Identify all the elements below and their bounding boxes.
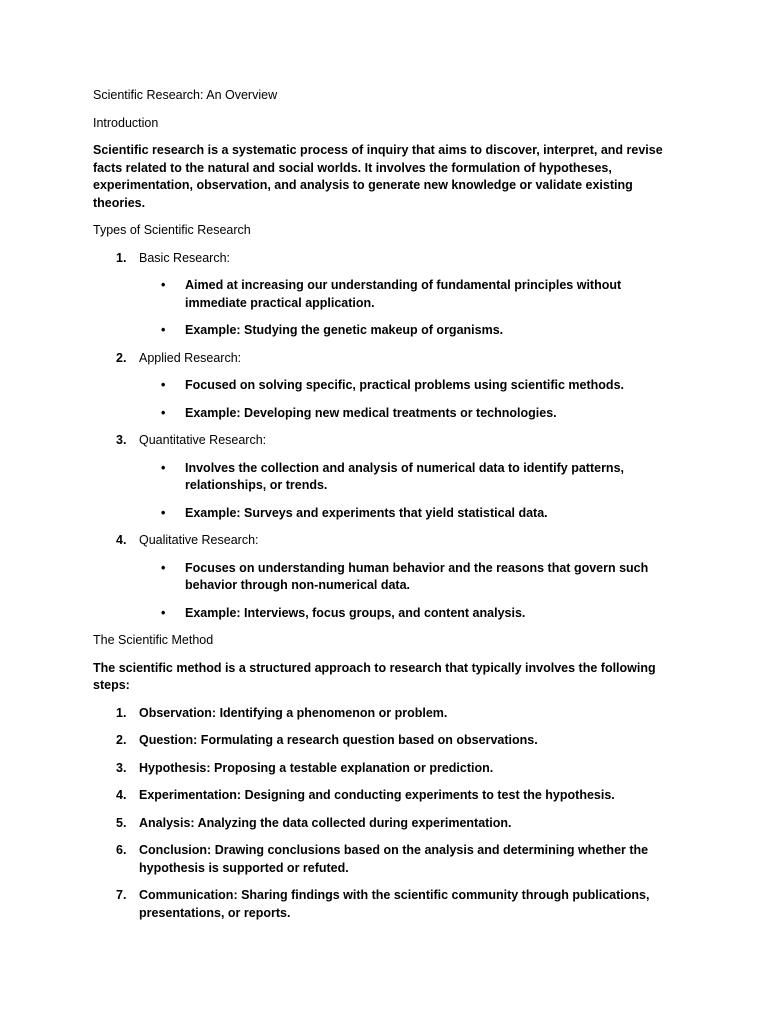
list-number: 2.	[116, 350, 127, 365]
list-number: 4.	[116, 533, 127, 547]
bullet-list	[139, 460, 663, 523]
intro-heading: Introduction	[93, 115, 159, 130]
bullet-item	[139, 605, 663, 623]
bullet-list	[139, 560, 663, 623]
method-step-text: Communication: Sharing findings with the scientific community through publications, presentations, or reports.	[139, 888, 650, 920]
list-number: 4.	[116, 788, 127, 802]
bullet-text: Example: Surveys and experiments that yield statistical data.	[185, 505, 548, 520]
list-number: 1.	[116, 250, 127, 265]
bullet-item	[139, 505, 663, 523]
list-number: 3.	[116, 760, 127, 775]
document-title: Scientific Research: An Overview	[93, 88, 278, 102]
method-step-item	[93, 705, 663, 723]
research-type-label: Applied Research:	[139, 350, 242, 365]
bullet-item	[139, 377, 663, 395]
bullet-text: Example: Interviews, focus groups, and content analysis.	[185, 605, 526, 620]
method-step-item	[93, 815, 663, 833]
research-type-item	[93, 350, 663, 423]
bullet-text: Involves the collection and analysis of numerical data to identify patterns, relationships, or trends.	[185, 460, 624, 492]
bullet-icon: •	[161, 323, 166, 337]
bullet-icon: •	[161, 605, 166, 620]
method-step-text: Hypothesis: Proposing a testable explanation or prediction.	[139, 760, 494, 775]
bullet-item	[139, 560, 663, 595]
bullet-text: Focused on solving specific, practical problems using scientific methods.	[185, 378, 624, 392]
research-type-label: Quantitative Research:	[139, 433, 267, 447]
method-heading: The Scientific Method	[93, 633, 214, 647]
research-type-item	[93, 532, 663, 622]
bullet-text: Focuses on understanding human behavior and the reasons that govern such behavior through non-numerical data.	[185, 560, 649, 592]
bullet-text: Example: Developing new medical treatments or technologies.	[185, 405, 557, 420]
bullet-item	[139, 322, 663, 340]
method-step-item	[93, 787, 663, 805]
list-number: 3.	[116, 433, 127, 447]
bullet-icon: •	[161, 278, 166, 292]
research-type-label: Basic Research:	[139, 250, 231, 265]
method-step-item	[93, 732, 663, 750]
method-step-item	[93, 760, 663, 778]
research-types-list	[93, 250, 663, 623]
list-number: 1.	[116, 705, 127, 720]
bullet-text: Example: Studying the genetic makeup of organisms.	[185, 323, 504, 337]
list-number: 7.	[116, 888, 127, 902]
research-type-label: Qualitative Research:	[139, 533, 259, 547]
document-body	[93, 87, 663, 932]
list-number: 2.	[116, 733, 127, 747]
method-step-text: Conclusion: Drawing conclusions based on the analysis and determining whether the hypothesis is supported or refuted.	[139, 843, 649, 875]
method-steps-list	[93, 705, 663, 923]
bullet-icon: •	[161, 505, 166, 520]
method-step-item	[93, 842, 663, 877]
bullet-icon: •	[161, 405, 166, 420]
bullet-text: Aimed at increasing our understanding of fundamental principles without immediate practical application.	[185, 278, 622, 310]
method-step-text: Observation: Identifying a phenomenon or problem.	[139, 705, 448, 720]
research-type-item	[93, 250, 663, 340]
method-step-text: Experimentation: Designing and conducting experiments to test the hypothesis.	[139, 788, 615, 802]
bullet-item	[139, 277, 663, 312]
method-step-text: Analysis: Analyzing the data collected during experimentation.	[139, 815, 512, 830]
bullet-item	[139, 405, 663, 423]
bullet-list	[139, 277, 663, 340]
method-step-text: Question: Formulating a research question based on observations.	[139, 733, 538, 747]
bullet-item	[139, 460, 663, 495]
bullet-icon: •	[161, 378, 166, 392]
intro-paragraph: Scientific research is a systematic process of inquiry that aims to discover, interpret, and revise facts related to the natural and social worlds. It involves the formulation of hypotheses, experimentation, observation, and analysis to generate new knowledge or validate existing theories.	[93, 143, 663, 210]
list-number: 5.	[116, 815, 127, 830]
types-heading: Types of Scientific Research	[93, 223, 251, 237]
method-step-item	[93, 887, 663, 922]
list-number: 6.	[116, 843, 127, 857]
bullet-icon: •	[161, 460, 166, 475]
bullet-list	[139, 377, 663, 422]
bullet-icon: •	[161, 560, 166, 575]
method-paragraph: The scientific method is a structured approach to research that typically involves the following steps:	[93, 660, 656, 692]
research-type-item	[93, 432, 663, 522]
